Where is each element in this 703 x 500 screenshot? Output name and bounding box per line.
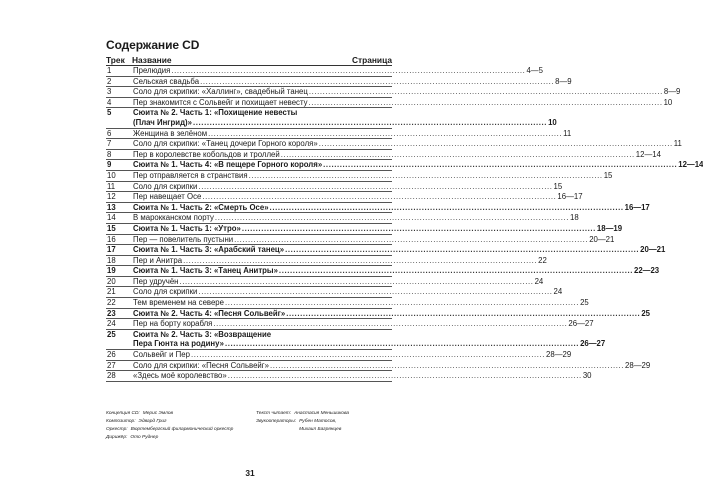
track-line <box>133 245 665 255</box>
track-line <box>133 192 583 202</box>
credits-right <box>256 410 406 442</box>
track-line <box>133 266 659 276</box>
track-pages: 28—29 <box>546 350 572 360</box>
toc-row <box>106 97 673 109</box>
toc-row <box>106 245 666 256</box>
track-title: Сольвейг и Пер <box>133 350 190 360</box>
track-pages: 24 <box>553 287 563 297</box>
col-name-label: Название <box>132 55 172 65</box>
leader-dots <box>190 350 546 360</box>
track-number: 14 <box>107 213 116 223</box>
toc-row <box>106 213 579 224</box>
track-number: 22 <box>107 298 116 308</box>
track-title: Пер — повелитель пустыни <box>133 234 234 244</box>
toc-row <box>106 87 681 98</box>
toc-row <box>106 234 615 246</box>
track-number: 8 <box>107 149 112 159</box>
leader-dots <box>269 361 625 371</box>
track-entry <box>133 266 659 276</box>
track-pages: 11 <box>673 139 682 149</box>
track-pages: 10 <box>663 97 673 107</box>
track-number: 27 <box>107 360 116 370</box>
track-title: Сюита № 1. Часть 2: «Смерть Осе» <box>133 202 269 212</box>
track-title: Сюита № 1. Часть 3: «Танец Анитры» <box>133 266 278 276</box>
leader-dots <box>201 192 557 202</box>
track-pages: 20—21 <box>640 245 666 255</box>
track-number: 6 <box>107 128 112 138</box>
leader-dots <box>197 182 553 192</box>
toc-row <box>106 255 547 267</box>
track-line <box>133 256 547 266</box>
track-line <box>133 361 650 371</box>
track-line <box>133 139 682 149</box>
track-pages: 26—27 <box>580 339 606 349</box>
leader-dots <box>212 319 568 329</box>
credit-item <box>106 418 256 426</box>
track-number: 23 <box>107 308 116 318</box>
track-line <box>133 330 605 340</box>
track-number: 4 <box>107 97 112 107</box>
track-line <box>133 77 572 87</box>
track-title: Прелюдия <box>133 66 171 75</box>
track-number: 12 <box>107 192 116 202</box>
track-pages: 12—14 <box>678 160 703 170</box>
track-pages: 20—21 <box>589 234 615 244</box>
track-pages: 26—27 <box>568 319 594 329</box>
track-entry <box>133 350 571 360</box>
leader-dots <box>170 66 526 76</box>
track-line <box>133 171 612 181</box>
track-number: 21 <box>107 287 116 297</box>
leader-dots <box>224 339 580 349</box>
track-number: 9 <box>107 160 112 170</box>
track-number: 10 <box>107 170 116 180</box>
track-title: (Плач Ингрид)» <box>133 117 192 127</box>
track-entry <box>133 298 589 308</box>
leader-dots <box>182 256 538 266</box>
track-pages: 16—17 <box>624 202 650 212</box>
col-page-label: Страница <box>351 55 392 65</box>
track-entry <box>133 77 572 87</box>
track-entry <box>133 319 594 329</box>
credits-left <box>106 410 256 442</box>
track-line <box>133 298 589 308</box>
track-title: Женщина в зелёном <box>133 128 208 138</box>
track-number: 17 <box>107 245 116 255</box>
track-title: Тем временем на севере <box>133 298 224 308</box>
track-pages: 25 <box>641 308 651 318</box>
track-pages: 15 <box>603 170 613 180</box>
toc-row <box>106 149 661 161</box>
credits <box>106 410 406 442</box>
track-entry <box>133 192 583 202</box>
toc-row <box>106 371 592 382</box>
track-pages: 15 <box>553 181 563 191</box>
track-pages: 22—23 <box>634 266 660 276</box>
toc-row <box>106 170 613 182</box>
track-number: 18 <box>107 255 116 265</box>
leader-dots <box>284 245 640 255</box>
track-entry <box>133 224 622 234</box>
credit-item <box>256 410 406 418</box>
track-pages: 28—29 <box>625 360 651 370</box>
toc-row <box>106 181 563 193</box>
track-number: 1 <box>107 66 112 75</box>
track-number: 7 <box>107 139 112 149</box>
toc-row <box>106 202 650 214</box>
track-entry <box>133 129 571 139</box>
track-line <box>133 277 543 287</box>
toc-row <box>106 298 589 309</box>
track-entry <box>133 87 680 97</box>
track-entry <box>133 245 665 255</box>
track-entry <box>133 98 672 108</box>
track-line <box>133 235 614 245</box>
track-number: 24 <box>107 319 116 329</box>
toc-row <box>106 66 543 77</box>
leader-dots <box>197 287 553 297</box>
track-line <box>133 160 703 170</box>
track-title: Сюита № 1. Часть 1: «Утро» <box>133 223 241 233</box>
track-entry <box>133 150 661 160</box>
track-number: 2 <box>107 76 112 86</box>
track-entry <box>133 371 592 381</box>
credit-person: Мерис Эмлов <box>142 411 174 416</box>
credit-item <box>256 418 406 434</box>
track-entry <box>133 309 650 319</box>
toc-row <box>106 276 544 288</box>
track-entry <box>133 277 543 287</box>
credit-person: Эдвард Григ <box>138 419 167 424</box>
track-line <box>133 98 672 108</box>
credit-people <box>299 418 341 434</box>
credit-role: Концепция CD: <box>106 411 140 416</box>
track-entry <box>133 213 579 223</box>
leader-dots <box>233 235 589 245</box>
track-line <box>133 87 680 97</box>
leader-dots <box>308 98 664 108</box>
toc-row <box>106 76 572 88</box>
track-title: Пер в королевстве кобольдов и троллей <box>133 149 280 159</box>
toc-row <box>106 350 572 361</box>
track-title: Сельская свадьба <box>133 76 200 86</box>
leader-dots <box>178 277 534 287</box>
toc-row <box>106 308 651 320</box>
track-pages: 4—5 <box>526 66 543 75</box>
track-title: Соло для скрипки: «Танец дочери Горного короля» <box>133 139 318 149</box>
track-entry <box>133 235 614 245</box>
track-entry <box>133 160 703 170</box>
track-line <box>133 287 562 297</box>
credit-item <box>106 426 256 434</box>
credit-role: Дирижёр: <box>106 435 128 440</box>
leader-dots <box>214 213 570 223</box>
track-pages: 12—14 <box>635 149 661 159</box>
track-title: В марокканском порту <box>133 213 214 223</box>
track-entry <box>133 287 562 297</box>
leader-dots <box>322 160 678 170</box>
page-number: 31 <box>245 468 255 478</box>
track-line <box>133 319 594 329</box>
track-line <box>133 350 571 360</box>
toc-row <box>106 360 651 372</box>
credit-role: Оркестр: <box>106 427 128 432</box>
track-entry <box>133 139 682 149</box>
track-number: 13 <box>107 202 116 212</box>
track-entry <box>133 66 543 76</box>
track-title: Соло для скрипки: «Песня Сольвейг» <box>133 360 269 370</box>
credit-people <box>294 410 349 418</box>
track-number: 28 <box>107 371 116 381</box>
toc-row <box>106 287 563 298</box>
credit-role: Звукооператоры: <box>256 419 297 424</box>
track-pages: 18 <box>570 213 579 223</box>
leader-dots <box>280 150 636 160</box>
toc-title: Содержание CD <box>106 38 200 52</box>
track-line <box>133 339 605 349</box>
credit-role: Композитор: <box>106 419 136 424</box>
track-line <box>133 150 661 160</box>
track-title: Сюита № 1. Часть 3: «Арабский танец» <box>133 245 285 255</box>
track-line <box>133 129 571 139</box>
track-title: Сюита № 2. Часть 1: «Похищение невесты <box>133 108 298 118</box>
track-entry <box>133 361 650 371</box>
track-pages: 10 <box>548 117 557 127</box>
track-pages: 11 <box>563 128 572 138</box>
track-pages: 25 <box>580 298 589 308</box>
track-title: Пер на борту корабля <box>133 319 213 329</box>
toc-row <box>106 108 557 128</box>
credit-person: Анастасия Меньшикова <box>294 411 350 416</box>
toc-rows <box>106 65 703 382</box>
track-entry <box>133 171 612 181</box>
toc-row <box>106 266 660 277</box>
track-pages: 8—9 <box>663 87 681 97</box>
track-title: Пер навещает Осе <box>133 192 202 202</box>
toc-header <box>106 54 392 65</box>
track-line <box>133 182 562 192</box>
track-number: 3 <box>107 87 112 97</box>
credit-person: Вюртембергский филармонический оркестр <box>130 427 234 432</box>
credit-person: Михаил Багрянцев <box>299 427 342 432</box>
leader-dots <box>192 118 548 128</box>
track-entry <box>133 256 547 266</box>
track-entry <box>133 203 650 213</box>
toc-row <box>106 319 594 330</box>
track-pages: 30 <box>582 371 592 381</box>
track-title: Пер и Анитра <box>133 255 183 265</box>
leader-dots <box>308 87 664 97</box>
leader-dots <box>248 171 604 181</box>
track-pages: 22 <box>538 255 547 265</box>
track-number: 5 <box>107 108 112 118</box>
toc-row <box>106 329 606 350</box>
credit-person: Рубен Матосов, <box>299 419 337 424</box>
track-title: Сюита № 2. Часть 3: «Возвращение <box>133 329 272 339</box>
credit-person: Ото Руднер <box>130 435 159 440</box>
leader-dots <box>199 77 555 87</box>
leader-dots <box>318 139 674 149</box>
track-title: «Здесь моё королевство» <box>133 371 227 381</box>
track-number: 26 <box>107 350 116 360</box>
toc-row <box>106 160 703 171</box>
leader-dots <box>285 309 641 319</box>
track-title: Соло для скрипки <box>133 181 198 191</box>
track-title: Соло для скрипки <box>133 287 198 297</box>
track-title: Пера Гюнта на родину» <box>133 339 224 349</box>
leader-dots <box>207 129 563 139</box>
track-number: 15 <box>107 223 116 233</box>
track-pages: 16—17 <box>557 192 583 202</box>
track-line <box>133 371 592 381</box>
track-line <box>133 309 650 319</box>
col-track-label: Трек <box>106 55 125 65</box>
track-pages: 24 <box>534 276 544 286</box>
leader-dots <box>278 266 634 276</box>
track-number: 25 <box>107 329 116 339</box>
track-line <box>133 213 579 223</box>
track-line <box>133 108 557 118</box>
track-title: Пер удручён <box>133 276 179 286</box>
leader-dots <box>241 224 597 234</box>
track-title: Соло для скрипки: «Халлинг», свадебный танец <box>133 87 308 97</box>
track-title: Пер отправляется в странствия <box>133 170 248 180</box>
track-line <box>133 224 622 234</box>
leader-dots <box>224 298 580 308</box>
toc-row <box>106 192 583 203</box>
toc-row <box>106 128 572 140</box>
track-number: 16 <box>107 234 116 244</box>
track-number: 20 <box>107 276 116 286</box>
track-entry <box>133 182 562 192</box>
credit-role: Текст читает: <box>256 411 292 416</box>
track-line <box>133 203 650 213</box>
track-line <box>133 118 557 128</box>
credit-item <box>106 410 256 418</box>
credit-item <box>106 434 256 442</box>
track-title: Сюита № 2. Часть 4: «Песня Сольвейг» <box>133 308 286 318</box>
track-line <box>133 66 543 76</box>
toc-row <box>106 139 682 150</box>
track-number: 11 <box>107 181 116 191</box>
track-entry <box>133 108 557 127</box>
track-title: Сюита № 1. Часть 4: «В пещере Горного короля» <box>133 160 323 170</box>
track-title: Пер знакомится с Сольвейг и похищает невесту <box>133 97 308 107</box>
leader-dots <box>269 203 625 213</box>
track-number: 19 <box>107 266 116 276</box>
track-pages: 18—19 <box>596 223 623 233</box>
leader-dots <box>227 371 583 381</box>
toc-row <box>106 223 623 235</box>
track-entry <box>133 330 605 349</box>
track-pages: 8—9 <box>555 76 572 86</box>
toc-page <box>106 38 703 382</box>
